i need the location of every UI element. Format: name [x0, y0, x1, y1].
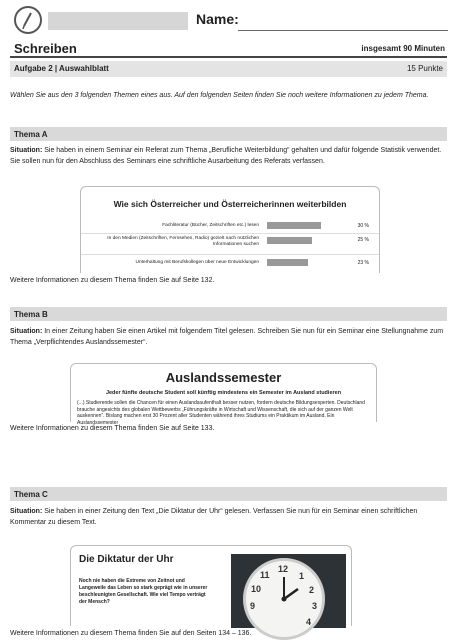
- row-bar: [267, 237, 312, 244]
- row-value: 25 %: [357, 237, 369, 243]
- page-title: Schreiben: [14, 41, 77, 56]
- theme-a-bar: [10, 127, 447, 141]
- theme-b-bar: [10, 307, 447, 321]
- row-label: Fachliteratur (Bücher, Zeitschriften etc.) lesen: [162, 223, 259, 228]
- table-row: [81, 256, 379, 270]
- instructions: Wählen Sie aus den 3 folgenden Themen eines aus. Auf den folgenden Seiten finden Sie noch weitere Informationen zu jedem Thema.: [10, 92, 429, 99]
- row-value: 30 %: [357, 223, 369, 229]
- pencil-logo-icon: [14, 6, 42, 34]
- theme-a-more-info: Weitere Informationen zu diesem Thema finden Sie auf Seite 132.: [10, 277, 215, 284]
- clock-icon: 12 1 2 3 4 9 10 11: [243, 558, 325, 640]
- theme-b-situation: Situation: In einer Zeitung haben Sie einen Artikel mit folgendem Titel gelesen. Schreiben Sie nun für ein Seminar eine Stellungnahme zum Thema „Verpflichtendes Auslandssemester“.: [10, 328, 444, 346]
- row-value: 23 %: [357, 260, 369, 266]
- row-label: In den Medien (Zeitschriften, Fernsehen, Radio) gezielt nach nützlichen Informationen suchen: [107, 236, 259, 247]
- article-subtitle: Jeder fünfte deutsche Student soll künftig mindestens ein Semester im Ausland studieren: [105, 390, 342, 396]
- theme-c-title: Thema C: [14, 490, 48, 499]
- article-box: [70, 363, 377, 426]
- column-box: [70, 545, 352, 626]
- table-row: [81, 234, 379, 255]
- task-points: 15 Punkte: [406, 64, 443, 73]
- name-input-line[interactable]: [238, 30, 448, 31]
- column-title: Die Diktatur der Uhr: [79, 554, 174, 565]
- task-label: Aufgabe 2 | Auswahlblatt: [14, 64, 109, 73]
- statistic-title: Wie sich Österreicher und Österreicherinnen weiterbilden: [113, 199, 347, 209]
- divider: [10, 56, 447, 58]
- article-text: (...) Studierende sollen die Chancen für einen Auslandsaufenthalt besser nutzen, fordern deutsche Bildungsexperten. Deutschland brauche angesichts des globalen Wettbewerbs „Führungskräfte in Wirtschaft und Wissenschaft, die sich auf der ganzen Welt auskennen“. Bislang machen erst 30 Prozent aller Studenten während ihres Studiums ein Praktikum im Ausland. Ein Auslandssemester: [77, 400, 365, 426]
- name-label: Name:: [196, 11, 239, 27]
- name-bar: [48, 12, 188, 30]
- clock-photo: [231, 554, 346, 628]
- theme-c-more-info: Weitere Informationen zu diesem Thema finden Sie auf den Seiten 134 – 136.: [10, 630, 252, 637]
- theme-a-title: Thema A: [14, 130, 48, 139]
- theme-b-more-info: Weitere Informationen zu diesem Thema finden Sie auf Seite 133.: [10, 425, 215, 432]
- theme-c-situation: Situation: Sie haben in einer Zeitung den Text „Die Diktatur der Uhr“ gelesen. Verfassen Sie nun für ein Seminar einen schriftlichen Kommentar zu diesem Text.: [10, 508, 418, 526]
- theme-c-bar: [10, 487, 447, 501]
- column-text: Noch nie haben die Extreme von Zeitnot und Langeweile das Leben so stark geprägt wie in unserer beschleunigten Gesellschaft. Wie viel Tempo verträgt der Mensch?: [79, 578, 208, 605]
- row-label: Unterhaltung mit Berufskollegen über neue Entwicklungen: [135, 260, 259, 265]
- table-row: [81, 219, 379, 234]
- row-bar: [267, 259, 308, 266]
- row-bar: [267, 222, 321, 229]
- theme-a-situation: Situation: Sie haben in einem Seminar ein Referat zum Thema „Berufliche Weiterbildung“ gehalten und dafür folgende Statistik verwendet. Sie sollen nun für den Abschluss des Seminars eine schriftliche Ausarbeitung des Referats verfassen.: [10, 147, 442, 165]
- theme-b-title: Thema B: [14, 310, 48, 319]
- article-title: Auslandssemester: [165, 370, 282, 385]
- statistic-box: [80, 186, 380, 273]
- time-info: insgesamt 90 Minuten: [361, 44, 445, 53]
